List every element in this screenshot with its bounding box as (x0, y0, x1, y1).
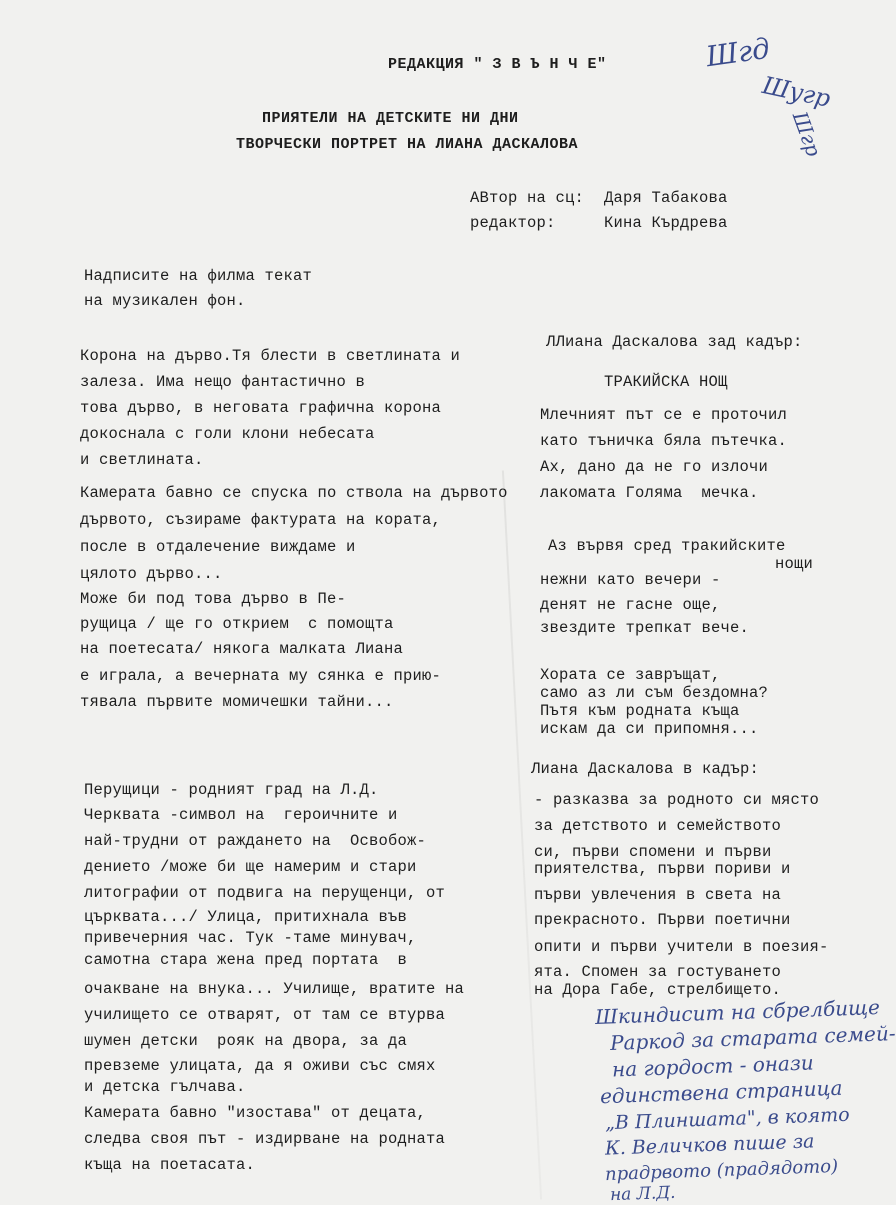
left-line: Камерата бавно се спуска по ствола на дървото (80, 484, 508, 502)
left-line: докоснала с голи клони небесата (80, 425, 375, 443)
handwritten-note: Шкиндисит на сбрелбище (594, 995, 881, 1029)
left-line: залеза. Има нещо фантастично в (80, 373, 366, 391)
left-line: Надписите на филма текат (84, 267, 313, 285)
right-line: Хората се завръщат, (540, 666, 721, 684)
editorial-header: РЕДАКЦИЯ " З В Ъ Н Ч Е" (388, 56, 607, 73)
left-line: Перущици - родният град на Л.Д. (84, 781, 379, 799)
left-line: рущица / ще го открием с помощта (80, 615, 394, 633)
right-line: опити и първи учители в поезия- (534, 938, 829, 956)
right-line: ята. Спомен за гостуването (534, 963, 782, 981)
left-line: на поетесата/ някога малката Лиана (80, 640, 404, 658)
right-line: само аз ли съм бездомна? (540, 684, 769, 702)
author-label: АВтор на сц: (470, 189, 585, 207)
left-line: на музикален фон. (84, 292, 246, 310)
left-line: дървото, съзираме фактурата на кората, (80, 511, 442, 529)
left-line: самотна стара жена пред портата в (84, 951, 408, 969)
title-line-1: ПРИЯТЕЛИ НА ДЕТСКИТЕ НИ ДНИ (262, 110, 519, 127)
left-line: дението /може би ще намерим и стари (84, 858, 417, 876)
right-line: приятелства, първи пориви и (534, 860, 791, 878)
left-line: училището се отварят, от там се втурва (84, 1006, 446, 1024)
right-line: си, първи спомени и първи (534, 843, 772, 861)
handwritten-note: К. Величков пише за (604, 1130, 815, 1160)
handwritten-note: прадрвото (прадядото) (604, 1155, 839, 1186)
right-line: звездите трепкат вече. (540, 619, 750, 637)
right-line: Ах, дано да не го излочи (540, 458, 769, 476)
right-line: лакомата Голяма мечка. (540, 484, 759, 502)
left-line: шумен детски рояк на двора, за да (84, 1032, 408, 1050)
handwritten-note: единствена страница (599, 1075, 843, 1109)
handwritten-note: на гордост - онази (611, 1050, 815, 1082)
author-name: Даря Табакова (604, 189, 728, 207)
handwritten-corner-note: Шгд (704, 31, 772, 74)
right-line: Пътя към родната къща (540, 702, 740, 720)
left-line: това дърво, в неговата графична корона (80, 399, 442, 417)
left-line: е играла, а вечерната му сянка е прию- (80, 667, 442, 685)
left-line: привечерния час. Тук -таме минувач, (84, 929, 417, 947)
left-line: цялото дърво... (80, 565, 223, 583)
handwritten-note: Раркод за старата семей- (609, 1021, 896, 1055)
right-line: Лиана Даскалова в кадър: (531, 760, 760, 778)
left-line: Може би под това дърво в Пе- (80, 590, 347, 608)
handwritten-note: на Л.Д. (609, 1182, 676, 1205)
left-line: най-трудни от раждането на Освобож- (84, 832, 427, 850)
right-line: нежни като вечери - (540, 571, 721, 589)
left-line: превземе улицата, да я оживи със смях (84, 1057, 436, 1075)
right-line: като тъничка бяла пътечка. (540, 432, 788, 450)
right-line: искам да си припомня... (540, 720, 759, 738)
left-line: очакване на внука... Училище, вратите на (84, 980, 465, 998)
paper-fold (502, 470, 542, 1199)
right-line: денят не гасне още, (540, 596, 721, 614)
left-line: Камерата бавно "изостава" от децата, (84, 1104, 427, 1122)
left-line: следва своя път - издирване на родната (84, 1130, 446, 1148)
handwritten-corner-note: Шгр (787, 108, 826, 160)
left-line: и детска гълчава. (84, 1078, 246, 1096)
left-line: Корона на дърво.Тя блести в светлината и (80, 347, 461, 365)
left-line: и светлината. (80, 451, 204, 469)
handwritten-corner-note: Шугр (759, 71, 833, 113)
left-line: църквата.../ Улица, притихнала във (84, 908, 408, 926)
title-line-2: ТВОРЧЕСКИ ПОРТРЕТ НА ЛИАНА ДАСКАЛОВА (236, 136, 579, 153)
right-line: на Дора Габе, стрелбището. (534, 981, 782, 999)
poem-title: ТРАКИЙСКА НОЩ (604, 373, 728, 391)
right-line: първи увлечения в света на (534, 886, 782, 904)
left-line: литографии от подвига на перущенци, от (84, 884, 446, 902)
right-line: прекрасното. Първи поетични (534, 911, 791, 929)
left-line: къща на поетасата. (84, 1156, 256, 1174)
left-line: после в отдалечение виждаме и (80, 538, 356, 556)
right-line: нощи (775, 555, 814, 573)
editor-name: Кина Кърдрева (604, 214, 728, 232)
right-line: ЛЛиана Даскалова зад кадър: (546, 333, 803, 351)
left-line: Черквата -символ на героичните и (84, 806, 398, 824)
handwritten-note: „В Плиншата", в която (604, 1103, 850, 1135)
right-line: за детството и семейството (534, 817, 782, 835)
left-line: тявала първите момичешки тайни... (80, 693, 394, 711)
editor-label: редактор: (470, 214, 556, 232)
right-line: - разказва за родното си място (534, 791, 820, 809)
right-line: Млечният път се е проточил (540, 406, 788, 424)
right-line: Аз вървя сред тракийските (548, 537, 786, 555)
